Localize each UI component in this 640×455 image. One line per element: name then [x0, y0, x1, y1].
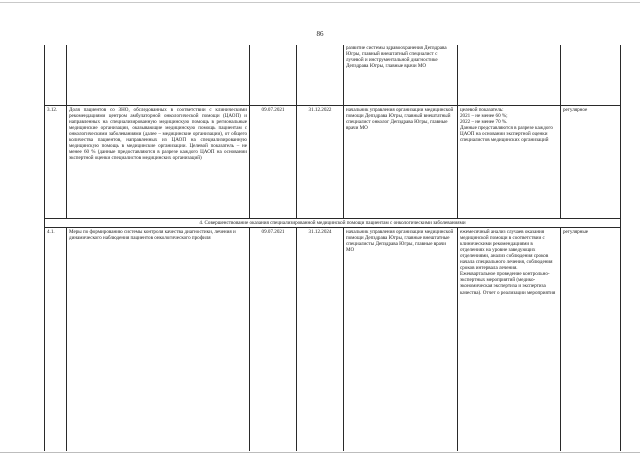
cell-start	[250, 45, 297, 105]
cell-num: 3.12.	[45, 105, 67, 218]
activity-plan-table	[44, 45, 621, 451]
table-row	[45, 105, 621, 218]
cell-start: 09.07.2021	[250, 227, 297, 451]
cell-result: целевой показатель: 2021 – не менее 60 %; 2022 – не менее 70 %. Данные представляются в разрезе каждого ЦАОП на основании экспертной оценки специалистов медицинских организаций	[458, 105, 561, 218]
cell-period	[561, 45, 621, 105]
table-row-continuation	[45, 45, 621, 105]
cell-num	[45, 45, 67, 105]
cell-end: 31.12.2024	[297, 227, 344, 451]
cell-period: регулярные	[561, 227, 621, 451]
cell-name: Меры по формированию системы контроля качества диагностики, лечения и динамического наблюдения пациентов онкологического профиля	[67, 227, 250, 451]
cell-name: Доля пациентов со ЗНО, обследованных в соответствии с клиническими рекомендациями центром амбулаторной онкологической помощи (ЦАОП) и направленных на специализированную медицинскую помощь в региональные медицинские организации, оказывающие медицинскую помощь пациентам с онкологическими заболеваниями (далее – медицинские организации), от общего количества пациентов, направленных из ЦАОП на специализированную медицинскую помощь в медицинские организации. Целевой показатель – не менее 60 % (данные предоставляются в разрезе каждого ЦАОП на основании экспертной оценки специалистов медицинских организаций)	[67, 105, 250, 218]
page-top-rule	[0, 2, 640, 3]
section-title: 4. Совершенствование оказания специализированной медицинской помощи пациентам с онкологическими заболеваниями	[45, 218, 621, 227]
cell-period: регулярное	[561, 105, 621, 218]
cell-start: 09.07.2021	[250, 105, 297, 218]
page-bottom-rule	[0, 452, 640, 453]
cell-responsible: начальник управления организации медицинской помощи Депздрава Югры, главные внештатные специалисты Депздрава Югры, главные врачи МО	[344, 227, 458, 451]
cell-responsible: начальник управления организации медицинской помощи Депздрава Югры, главный внештатный специалист онколог Депздрава Югры, главные врачи МО	[344, 105, 458, 218]
cell-result	[458, 45, 561, 105]
table-row	[45, 227, 621, 451]
page-number: 86	[316, 30, 324, 38]
cell-responsible: развитие системы здравоохранения Депздрава Югры, главный внештатный специалист с лучевой и инструментальной диагностике Депздрава Югры, главные врачи МО	[344, 45, 458, 105]
cell-end	[297, 45, 344, 105]
cell-end: 31.12.2022	[297, 105, 344, 218]
cell-result: ежемесячный анализ случаев оказания медицинской помощи в соответствии с клиническими рекомендациями в отделениях на уровне заведующих отделениями, анализ соблюдения сроков начала специального лечения, соблюдения сроков интервала лечения. Ежеквартальное проведение контрольно-экспертных мероприятий (медико-экономическая экспертиза и экспертиза качества). Отчет о реализации мероприятия	[458, 227, 561, 451]
cell-name	[67, 45, 250, 105]
cell-num: 4.1.	[45, 227, 67, 451]
section-header-row	[45, 218, 621, 227]
